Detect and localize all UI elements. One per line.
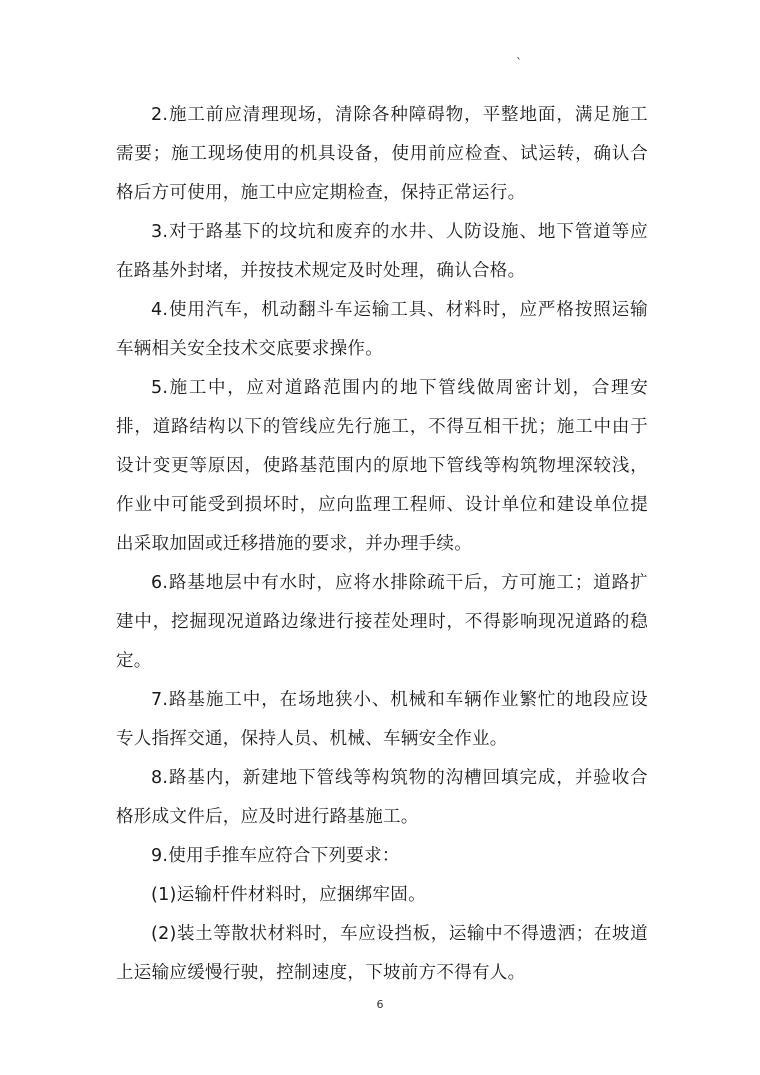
paragraph-subitem-2: (2)装土等散状材料时，车应设挡板，运输中不得遗洒；在坡道上运输应缓慢行驶，控制速度，下坡前方不得有人。 <box>116 924 648 983</box>
document-body <box>116 96 648 993</box>
paragraph-item-7: 7.路基施工中，在场地狭小、机械和车辆作业繁忙的地段应设专人指挥交通，保持人员、机械、车辆安全作业。 <box>116 690 648 749</box>
paragraph-subitem-1: (1)运输杆件材料时，应捆绑牢固。 <box>151 885 426 905</box>
paragraph-item-9: 9.使用手推车应符合下列要求： <box>151 846 400 866</box>
paragraph-item-8: 8.路基内，新建地下管线等构筑物的沟槽回填完成，并验收合格形成文件后，应及时进行路基施工。 <box>116 768 648 827</box>
header-mark: ` <box>516 56 522 70</box>
paragraph-item-3: 3.对于路基下的坟坑和废弃的水井、人防设施、地下管道等应在路基外封堵，并按技术规定及时处理，确认合格。 <box>116 222 648 281</box>
paragraph-item-4: 4.使用汽车，机动翻斗车运输工具、材料时，应严格按照运输车辆相关安全技术交底要求操作。 <box>116 300 648 359</box>
page-number: 6 <box>376 998 384 1011</box>
paragraph-item-2: 2.施工前应清理现场，清除各种障碍物，平整地面，满足施工需要；施工现场使用的机具设备，使用前应检查、试运转，确认合格后方可使用，施工中应定期检查，保持正常运行。 <box>116 105 648 203</box>
paragraph-item-6: 6.路基地层中有水时，应将水排除疏干后，方可施工；道路扩建中，挖掘现况道路边缘进行接茬处理时，不得影响现况道路的稳定。 <box>116 573 648 671</box>
paragraph-item-5: 5.施工中，应对道路范围内的地下管线做周密计划，合理安排，道路结构以下的管线应先行施工，不得互相干扰；施工中由于设计变更等原因，使路基范围内的原地下管线等构筑物埋深较浅，作业中可能受到损坏时，应向监理工程师、设计单位和建设单位提出采取加固或迁移措施的要求，并办理手续。 <box>116 378 648 554</box>
